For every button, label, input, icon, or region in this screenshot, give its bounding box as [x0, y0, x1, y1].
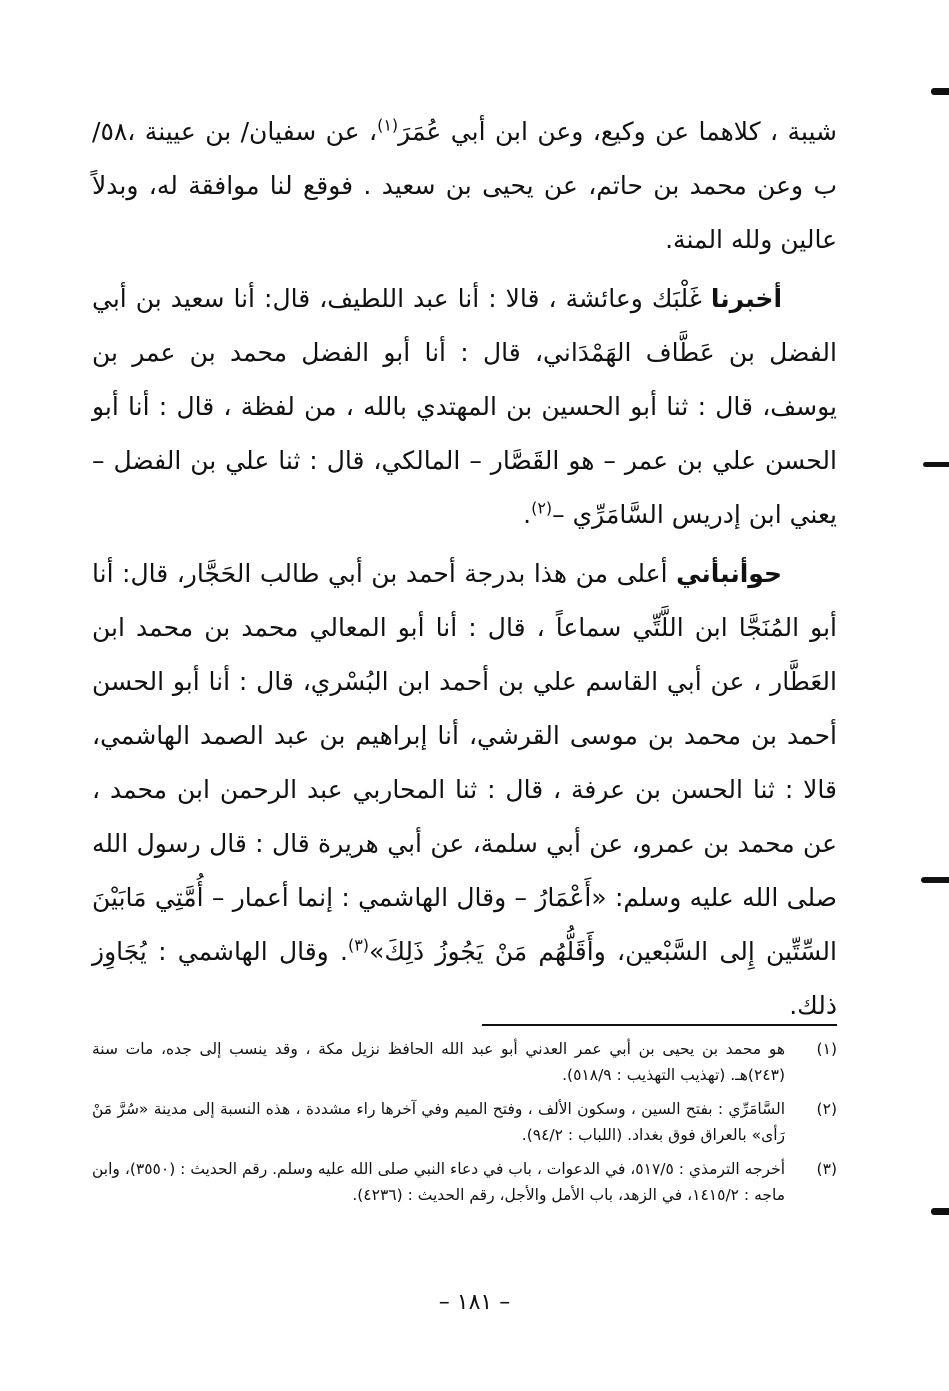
paragraph-1-continuation: ، عن سفيان/ بن عيينة ،٥٨/ب وعن محمد بن حاتم، عن يحيى بن سعيد . فوقع لنا موافقة له، وبدلاً عالين ولله المنة. [92, 117, 837, 254]
footnote-1-text: هو محمد بن يحيى بن أبي عمر العدني أبو عبد الله الحافظ نزيل مكة ، وقد ينسب إلى جده، مات سنة (٢٤٣)هـ. (تهذيب التهذيب : ٥١٨/٩). [92, 1040, 785, 1084]
footnote-1-number: (١) [816, 1040, 837, 1058]
footnotes [92, 1036, 837, 1216]
binding-edge-mark [921, 877, 949, 883]
paragraph-2-text: غَلْبَك وعائشة ، قالا : أنا عبد اللطيف، قال: أنا سعيد بن أبي الفضل بن عَطَّاف الهَمْدَاني، قال : أنا أبو الفضل محمد بن عمر بن يوسف، قال : ثنا أبو الحسين بن المهتدي بالله ، من لفظة ، قال : أنا أبو الحسن علي بن عمر – هو القَصَّار – المالكي، قال : ثنا علي بن الفضل – يعني ابن إدريس السَّامَرِّي – [92, 284, 837, 529]
footnote-3-number: (٣) [816, 1160, 837, 1178]
footnote-2-number: (٢) [816, 1100, 837, 1118]
binding-edge-mark [931, 88, 949, 95]
paragraph-1-text: شيبة ، كلاهما عن وكيع، وعن ابن أبي عُمَرَ [398, 117, 837, 146]
paragraph-1 [92, 105, 837, 267]
footnote-ref-1[interactable]: (١) [377, 115, 399, 135]
paragraph-3-end: . وقال الهاشمي : يُجَاوِز ذلك. [92, 937, 837, 1020]
paragraph-3-text: أعلى من هذا بدرجة أحمد بن أبي طالب الحَجَّار، قال: أنا أبو المُنَجَّا ابن اللَّتِّي سماعاً ، قال : أنا أبو المعالي محمد بن محمد ابن العَطَّار ، عن أبي القاسم علي بن أحمد ابن البُسْري، قال : أنا أبو الحسن أحمد بن محمد بن موسى القرشي، أنا إبراهيم بن عبد الصمد الهاشمي، قالا : ثنا الحسن بن عرفة ، قال : ثنا المحاربي عبد الرحمن ابن محمد ، عن محمد بن عمرو، عن أبي سلمة، عن أبي هريرة قال : قال رسول الله صلى الله عليه وسلم: «أَعْمَارُ – وقال الهاشمي : إنما أعمار – أُمَّتِي مَابَيْنَ السِّتِّين إِلى السَّبْعين، وأَقَلُّهُم مَنْ يَجُوزُ ذَلِكَ» [92, 559, 837, 966]
binding-edge-mark [931, 1208, 949, 1215]
footnote-ref-2[interactable]: (٢) [531, 498, 553, 518]
paragraph-2 [92, 272, 837, 542]
binding-edge-mark [923, 462, 949, 467]
footnote-1 [92, 1036, 837, 1088]
paragraph-3 [92, 547, 837, 1033]
paragraph-3-lead-word: حوأنبأني [676, 559, 782, 588]
footnote-2-text: السَّامَرِّي : بفتح السين ، وسكون الألف ، وفتح الميم وفي آخرها راء مشددة ، هذه النسبة إلى مدينة «سُرَّ مَنْ رَأى» بالعراق فوق بغداد. (اللباب : ٩٤/٢). [92, 1100, 785, 1144]
footnote-2 [92, 1096, 837, 1148]
footnote-3 [92, 1156, 837, 1208]
page-number: – ١٨١ – [438, 1290, 511, 1315]
footnote-ref-3[interactable]: (٣) [347, 935, 370, 955]
paragraph-2-end: . [523, 500, 532, 529]
footnote-3-text: أخرجه الترمذي : ٥١٧/٥، في الدعوات ، باب في دعاء النبي صلى الله عليه وسلم. رقم الحديث : (٣٥٥٠)، وابن ماجه : ١٤١٥/٢، في الزهد، باب الأمل والأجل، رقم الحديث : (٤٢٣٦). [92, 1160, 785, 1204]
footnote-separator [482, 1024, 837, 1026]
paragraph-2-lead-word: أخبرنا [710, 284, 783, 313]
